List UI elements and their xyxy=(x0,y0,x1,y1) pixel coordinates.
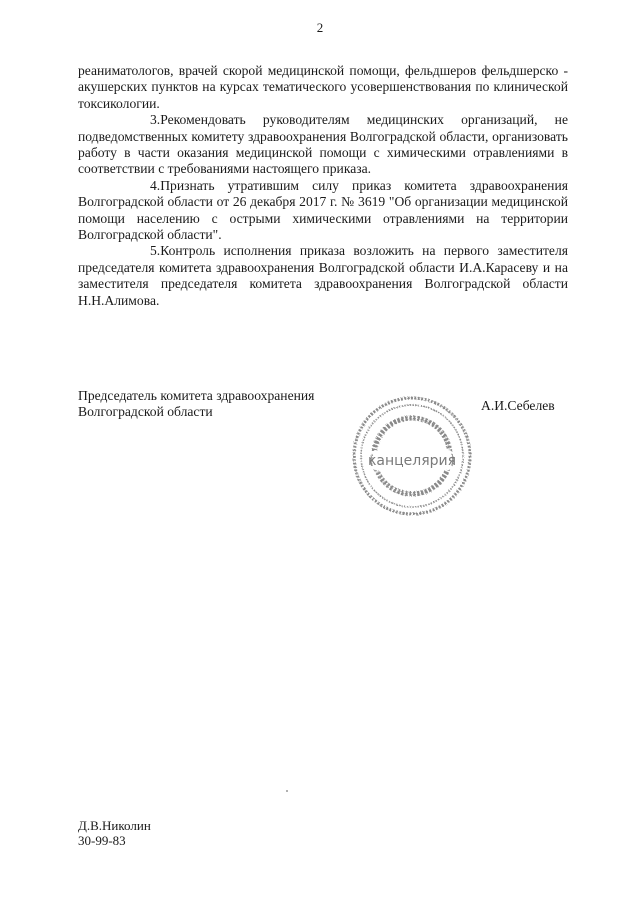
signature-position-line: Председатель комитета здравоохранения xyxy=(78,388,315,403)
signature-position xyxy=(78,388,314,420)
paragraph-text: Признать утратившим силу приказ комитета здравоохранения Волгоградской области от 26 декабря 2017 г. № 3619 "Об организации медицинской помощи населению с острыми химическими отравлениями на территории Волгоградской области". xyxy=(78,177,568,243)
order-body xyxy=(78,63,568,309)
paragraph-5 xyxy=(78,243,568,309)
executor-phone: 30-99-83 xyxy=(78,833,126,848)
paragraph-number: 4. xyxy=(150,177,161,193)
page-number: 2 xyxy=(316,20,324,35)
stamp-text: канцелярия xyxy=(367,453,457,469)
paragraph-continuation xyxy=(78,63,568,112)
paragraph-text: Контроль исполнения приказа возложить на первого заместителя председателя комитета здравоохранения Волгоградской области И.А.Карасеву и на заместителя председателя комитета здравоохранения Волгоградской области Н.Н.Алимова. xyxy=(78,243,568,308)
paragraph-4 xyxy=(78,178,568,244)
paragraph-text: Рекомендовать руководителям медицинских организаций, не подведомственных комитету здравоохранения Волгоградской области, организовать работу в части оказания медицинской помощи с химическими отравлениями в соответствии с требованиями настоящего приказа. xyxy=(78,112,568,177)
signatory-name: А.И.Себелев xyxy=(481,398,555,413)
paragraph-text: реаниматологов, врачей скорой медицинской помощи, фельдшеров фельдшерско - акушерских пунктов на курсах тематического усовершенствования по клинической токсикологии. xyxy=(78,63,568,111)
signature-position-line: Волгоградской области xyxy=(78,404,213,419)
executor-name: Д.В.Николин xyxy=(78,818,151,833)
paragraph-number: 5. xyxy=(150,243,161,259)
office-stamp xyxy=(348,392,476,520)
scan-speck xyxy=(286,790,288,792)
paragraph-number: 3. xyxy=(150,112,161,128)
paragraph-3 xyxy=(78,112,568,178)
executor-block xyxy=(78,818,151,848)
